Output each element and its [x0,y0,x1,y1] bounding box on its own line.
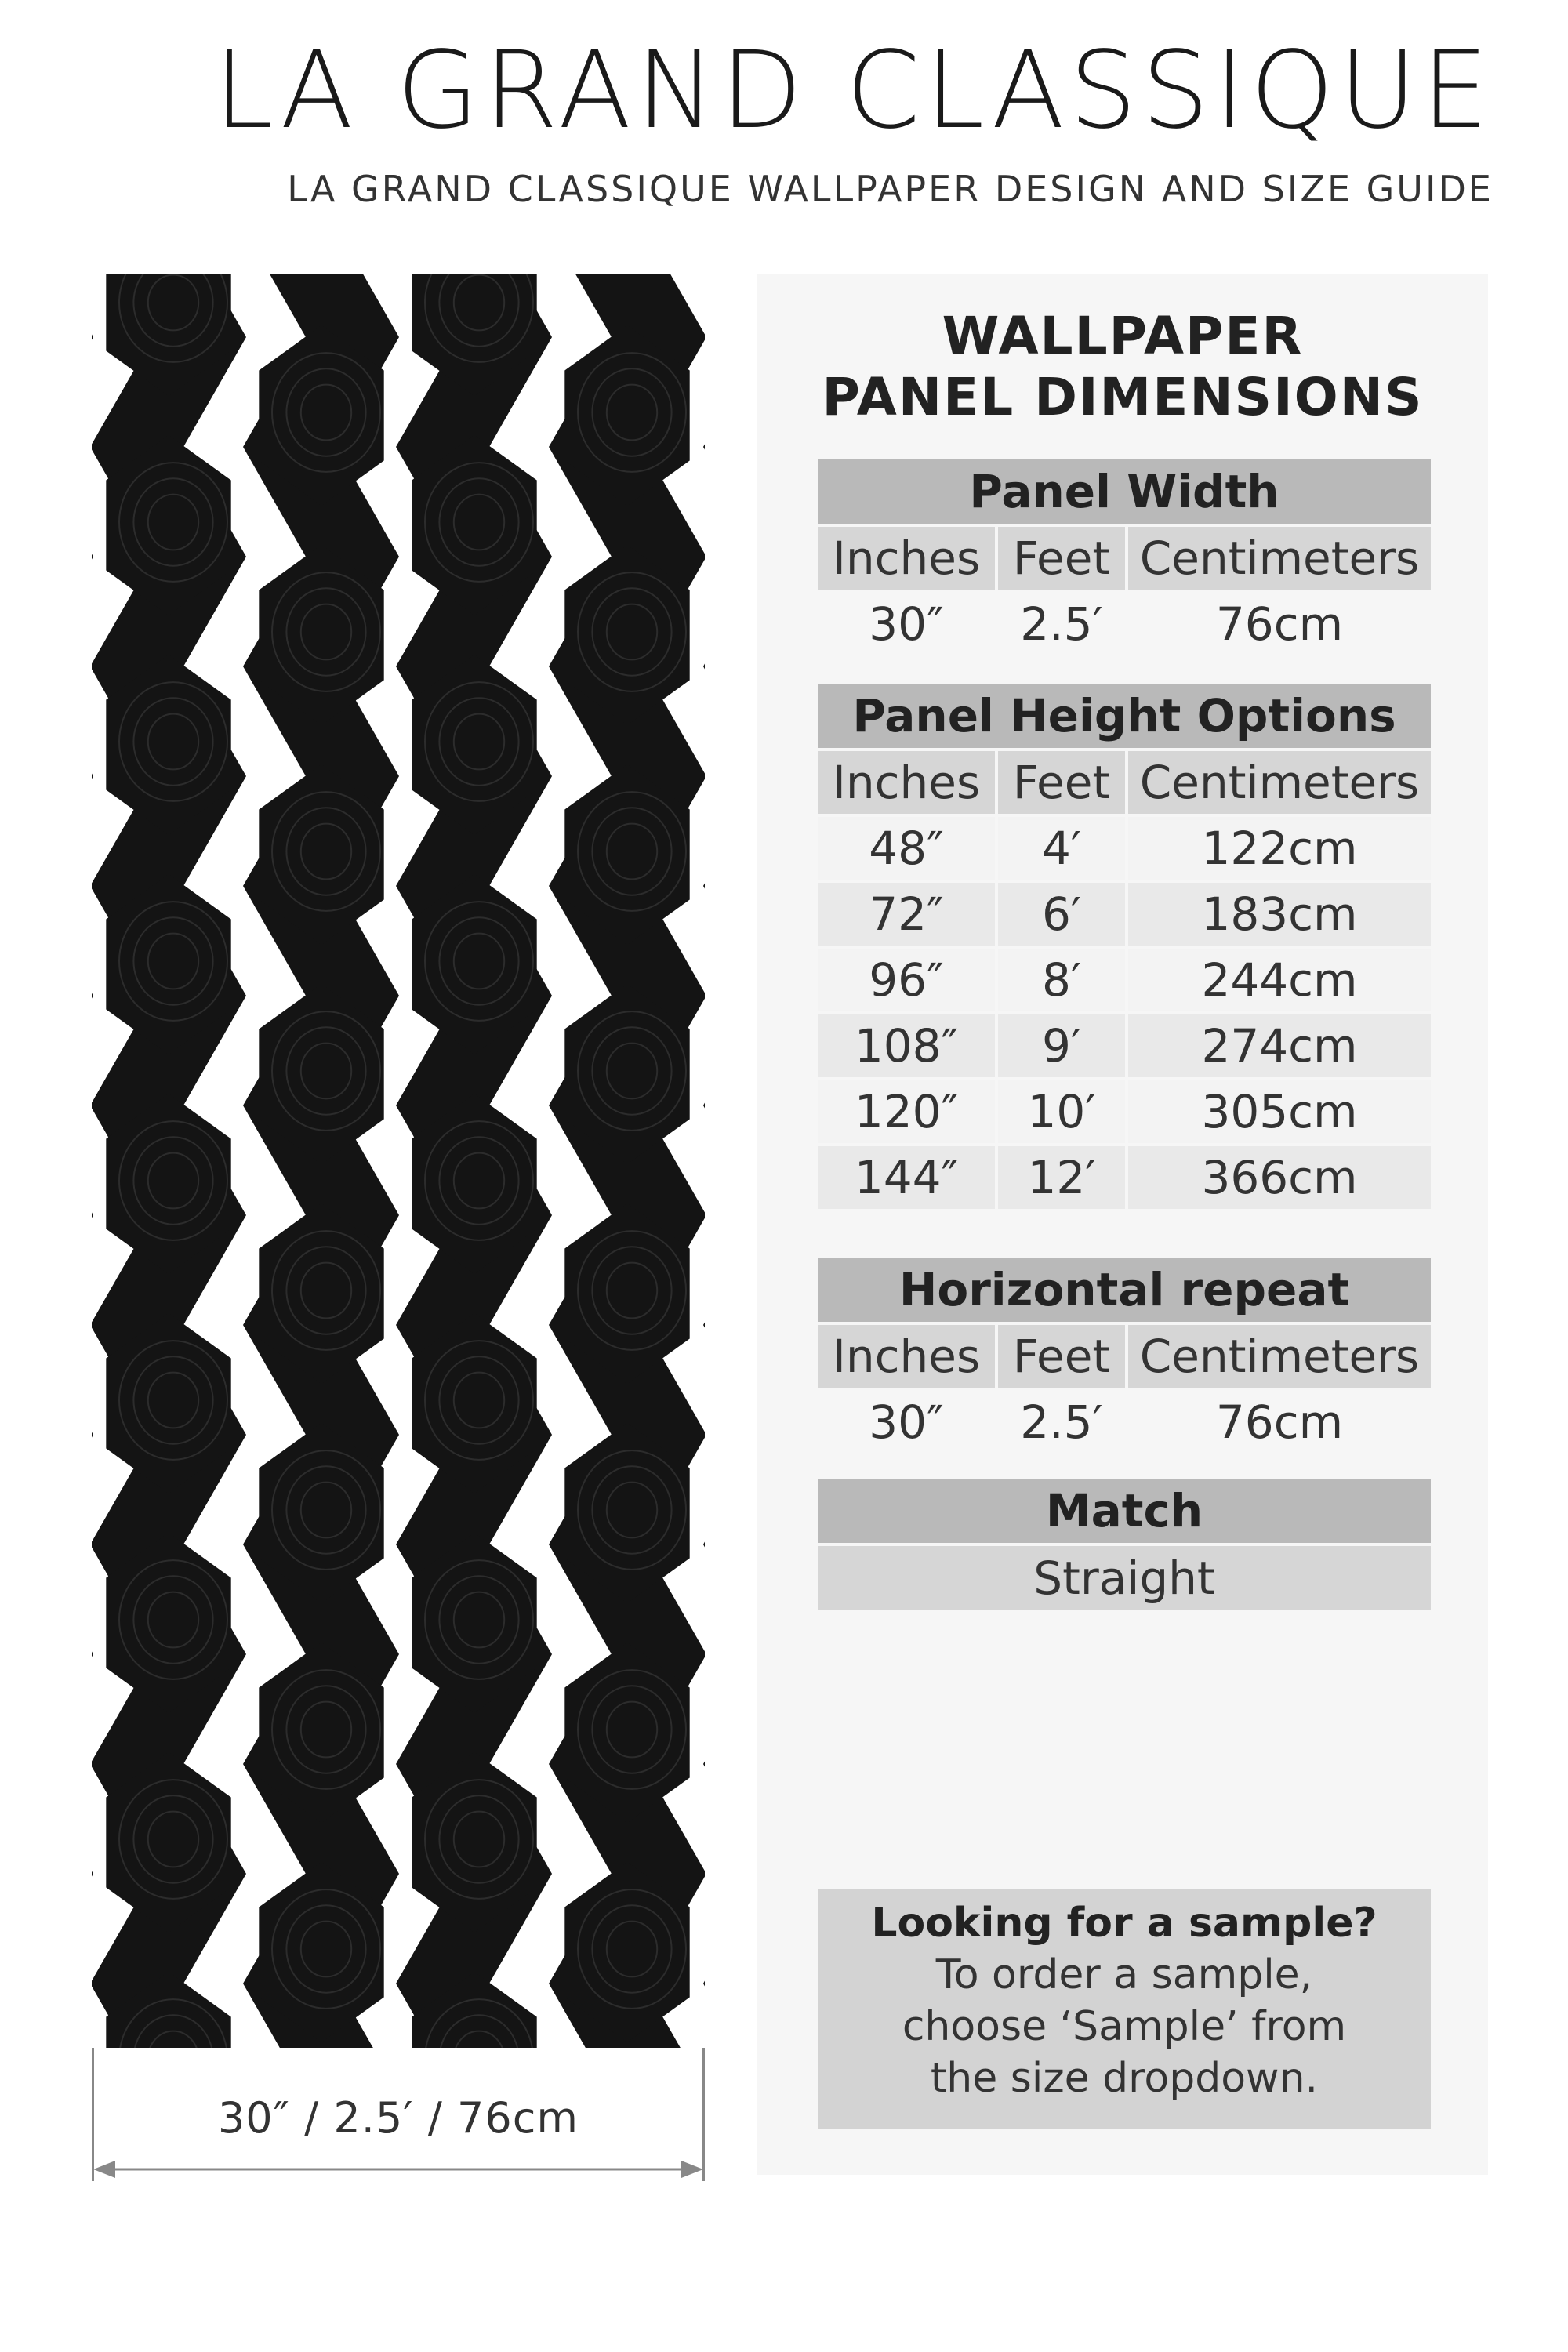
cell-inches: 30″ [869,1396,944,1449]
column-header-row [818,527,1431,590]
cell-feet: 2.5′ [1020,597,1103,651]
match-title: Match [818,1479,1431,1543]
width-dimension-label: 30″ / 2.5′ / 76cm [217,2093,579,2143]
table-row [818,817,1431,880]
sample-info-box [818,1889,1431,2129]
panel-height-title: Panel Height Options [818,684,1431,748]
table-row [818,1014,1431,1077]
spec-heading-line1: WALLPAPER [942,306,1304,366]
table-row [818,949,1431,1011]
panel-width-table [818,459,1431,655]
sample-instructions [818,1949,1431,2104]
cell-inches: 48″ [818,817,995,880]
col-inches: Inches [818,1325,995,1388]
cell-centimeters: 76cm [1215,1396,1344,1449]
cell-feet: 8′ [998,949,1125,1011]
table-row [818,593,1431,655]
cell-inches: 96″ [818,949,995,1011]
cell-feet: 12′ [998,1146,1125,1209]
cell-inches: 108″ [818,1014,995,1077]
col-inches: Inches [818,527,995,590]
cell-feet: 6′ [998,883,1125,946]
brand-title: LA GRAND CLASSIQUE [213,29,1494,153]
sample-line: the size dropdown. [930,2055,1319,2102]
cell-centimeters: 183cm [1128,883,1431,946]
cell-feet: 2.5′ [1020,1396,1103,1449]
horizontal-repeat-title: Horizontal repeat [818,1258,1431,1322]
panel-width-title: Panel Width [818,459,1431,524]
col-centimeters: Centimeters [1128,527,1431,590]
cell-centimeters: 305cm [1128,1080,1431,1143]
spec-heading-line2: PANEL DIMENSIONS [822,367,1424,427]
col-inches: Inches [818,751,995,814]
cell-inches: 144″ [818,1146,995,1209]
sample-title: Looking for a sample? [871,1900,1377,1947]
cell-centimeters: 274cm [1128,1014,1431,1077]
cell-inches: 30″ [869,597,944,651]
cell-inches: 72″ [818,883,995,946]
cell-centimeters: 244cm [1128,949,1431,1011]
col-feet: Feet [998,1325,1125,1388]
width-dimension-indicator [92,2048,705,2181]
table-row [818,1391,1431,1454]
cell-centimeters: 122cm [1128,817,1431,880]
cell-centimeters: 366cm [1128,1146,1431,1209]
wallpaper-pattern-preview [92,274,705,2048]
col-feet: Feet [998,751,1125,814]
table-row [818,1080,1431,1143]
panel-height-table [818,684,1431,1209]
cell-feet: 10′ [998,1080,1125,1143]
cell-feet: 4′ [998,817,1125,880]
horizontal-repeat-table [818,1258,1431,1454]
cell-inches: 120″ [818,1080,995,1143]
spec-heading [757,306,1488,428]
panel-dimensions-card [757,274,1488,2175]
table-row [818,1146,1431,1209]
double-arrow-icon [92,2158,705,2181]
cell-feet: 9′ [998,1014,1125,1077]
column-header-row [818,751,1431,814]
col-centimeters: Centimeters [1128,751,1431,814]
brand-subtitle: LA GRAND CLASSIQUE WALLPAPER DESIGN AND SIZE GUIDE [287,168,1494,210]
match-table [818,1479,1431,1610]
cell-centimeters: 76cm [1215,597,1344,651]
table-row [818,883,1431,946]
col-feet: Feet [998,527,1125,590]
match-value: Straight [818,1546,1431,1610]
column-header-row [818,1325,1431,1388]
col-centimeters: Centimeters [1128,1325,1431,1388]
sample-line: choose ‘Sample’ from [902,2003,1347,2050]
hexagon-lattice-pattern [92,274,705,2048]
sample-line: To order a sample, [935,1951,1313,1998]
